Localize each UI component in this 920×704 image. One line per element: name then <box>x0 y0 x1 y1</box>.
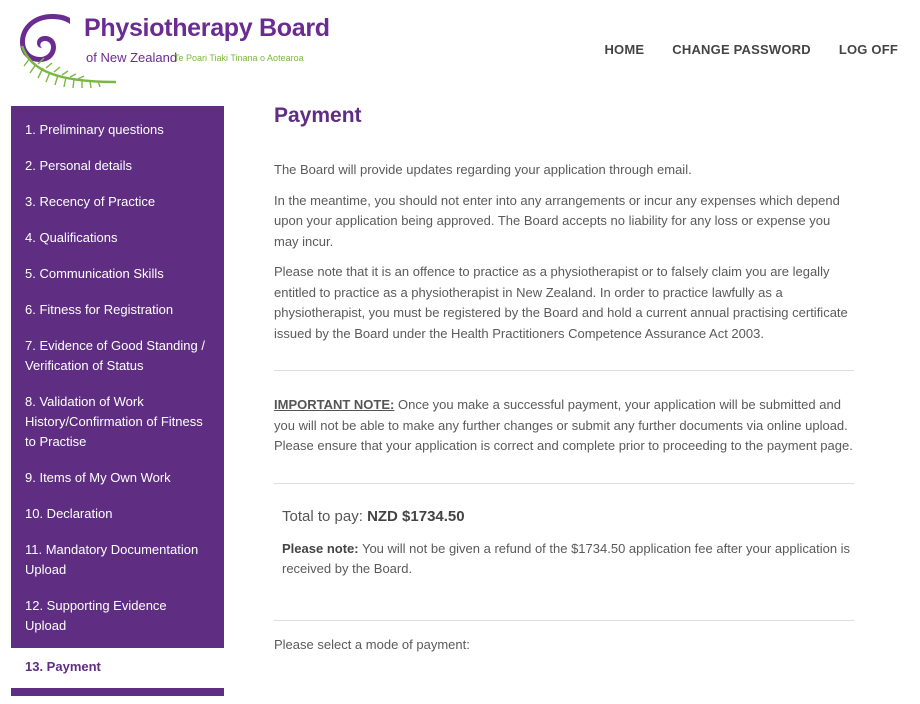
step-preliminary-questions[interactable]: 1. Preliminary questions <box>25 122 164 137</box>
steps-list <box>11 106 224 648</box>
email-updates-text: The Board will provide updates regarding your application through email. <box>274 162 692 177</box>
important-note <box>274 395 854 457</box>
select-payment-mode-text: Please select a mode of payment: <box>274 636 470 652</box>
important-note-label: IMPORTANT NOTE: <box>274 397 395 412</box>
nav-home-link[interactable]: HOME <box>604 42 645 57</box>
step-fitness-for-registration[interactable]: 6. Fitness for Registration <box>25 302 174 317</box>
logo-subtitle: of New Zealand <box>86 50 178 65</box>
logo-title: Physiotherapy Board <box>84 14 330 42</box>
total-to-pay <box>282 508 854 525</box>
liability-text: In the meantime, you should not enter into any arrangements or incur any expenses which depend upon your application being approved. The Board accepts no liability for any loss or expense you may incur. <box>274 192 840 249</box>
step-mandatory-documentation[interactable]: 11. Mandatory Documentation Upload <box>25 542 199 577</box>
important-note-text: Once you make a successful payment, your application will be submitted and you will not be able to make any further changes or submit any further documents via online upload. Please ensure that your application is correct and complete prior to proceeding to the payment page. <box>274 397 853 453</box>
nav-change-password-link[interactable]: CHANGE PASSWORD <box>672 42 811 57</box>
total-label: Total to pay: <box>282 507 368 525</box>
nav-log-off-link[interactable]: LOG OFF <box>838 42 898 57</box>
step-payment-active[interactable]: 13. Payment <box>11 648 224 685</box>
total-block <box>274 508 854 580</box>
top-navigation <box>604 42 898 57</box>
divider <box>274 370 854 371</box>
sidebar-bottom-bar <box>11 688 224 696</box>
refund-note-label: Please note: <box>282 540 359 556</box>
site-header <box>0 0 920 95</box>
step-items-own-work[interactable]: 9. Items of My Own Work <box>25 470 171 485</box>
step-declaration[interactable]: 10. Declaration <box>25 506 113 521</box>
step-validation-work-history[interactable]: 8. Validation of Work History/Confirmation of Fitness to Practise <box>25 394 203 449</box>
payment-content <box>274 104 854 665</box>
divider <box>274 483 854 484</box>
step-communication-skills[interactable]: 5. Communication Skills <box>25 266 164 281</box>
refund-note-text: You will not be given a refund of the $1734.50 application fee after your application is received by the Board. <box>282 540 851 576</box>
step-recency-of-practice[interactable]: 3. Recency of Practice <box>25 194 156 209</box>
application-steps-sidebar <box>11 106 224 696</box>
step-supporting-evidence[interactable]: 12. Supporting Evidence Upload <box>25 598 167 633</box>
divider <box>274 620 854 621</box>
board-logo[interactable] <box>16 10 330 88</box>
step-personal-details[interactable]: 2. Personal details <box>25 158 132 173</box>
total-amount: NZD $1734.50 <box>367 507 465 525</box>
logo-maori-tagline: Te Poari Tiaki Tinana o Aotearoa <box>174 53 304 63</box>
step-evidence-good-standing[interactable]: 7. Evidence of Good Standing / Verification of Status <box>25 338 205 373</box>
refund-note <box>282 539 854 580</box>
step-qualifications[interactable]: 4. Qualifications <box>25 230 118 245</box>
offence-text: Please note that it is an offence to practice as a physiotherapist or to falsely claim you are legally entitled to practice as a physiotherapist in New Zealand. In order to practice lawfully as a physiotherapist, you must be registered by the Board and hold a current annual practising certificate issued by the Board under the Health Practitioners Competence Assurance Act 2003. <box>274 264 848 341</box>
page-title: Payment <box>274 104 362 127</box>
